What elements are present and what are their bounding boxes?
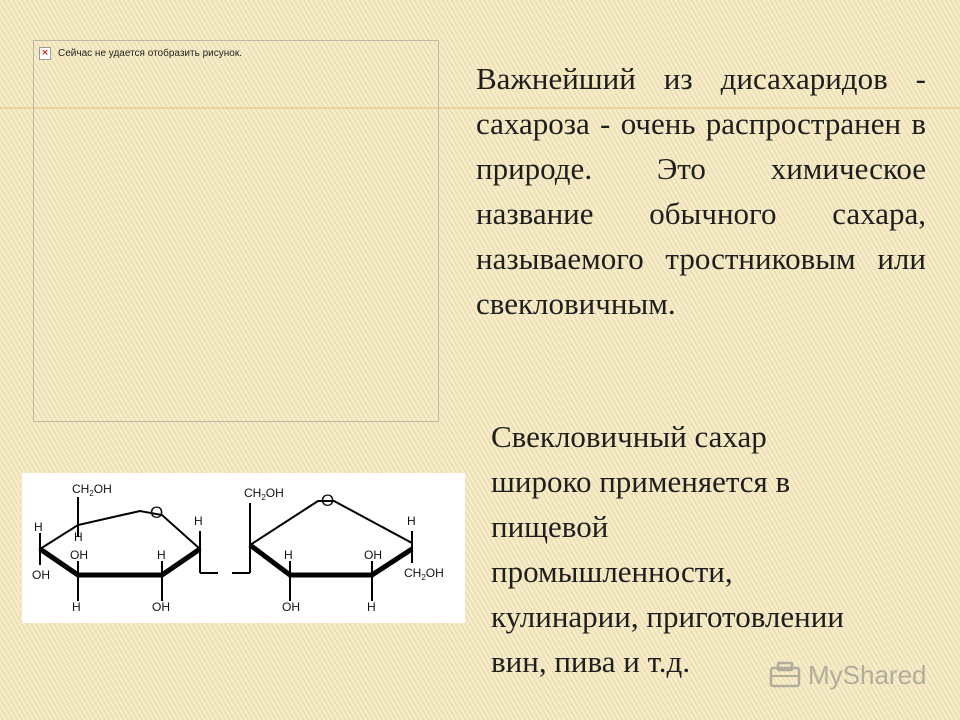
ring2-h-bottom-label: H [367,600,376,614]
broken-image-icon: × [39,47,51,60]
ring2-h-right-label: H [407,514,416,528]
ring1-oh-left-label: OH [32,568,50,582]
broken-image-message: Сейчас не удается отобразить рисунок. [58,48,242,59]
ring1-h-left-label: H [34,520,43,534]
ring2-ch2oh-label: $CH_2OH$ [244,486,284,502]
ring2-h-left-bottom-label: H [284,548,293,562]
secondary-paragraph: Свекловичный сахар широко применяется в пищевой промышленности, кулинарии, приготовлении вин, пива и т.д. [491,419,844,679]
ring1-ch2oh-label: $CH_2OH$ [72,482,112,498]
ring1-oh-mid-label: OH [70,548,88,562]
main-paragraph: Важнейший из дисахаридов - сахароза - очень распространен в природе. Это химическое название обычного сахара, называемого тростниковым или свекловичным. [476,61,926,321]
ring1-h-mid-label: H [74,530,83,544]
ring1-h-right-label: H [194,514,203,528]
watermark [768,655,927,695]
ring2-ch2oh-right-label: $CH_2OH$ [404,566,444,582]
broken-image-placeholder [33,40,439,422]
myshared-logo-icon [768,660,802,690]
sucrose-structure-diagram [22,473,465,623]
ring2-oxygen-label: O [321,491,335,510]
ring2-oh-mid-label: OH [364,548,382,562]
ring1-h-bottom-label: H [72,600,81,614]
ring1-oh-bottom-label: OH [152,600,170,614]
ring1-h-right-bottom-label: H [157,548,166,562]
ring1-oxygen-label: O [150,503,164,522]
ring2-oh-left-label: OH [282,600,300,614]
watermark-text: MyShared [808,660,927,690]
